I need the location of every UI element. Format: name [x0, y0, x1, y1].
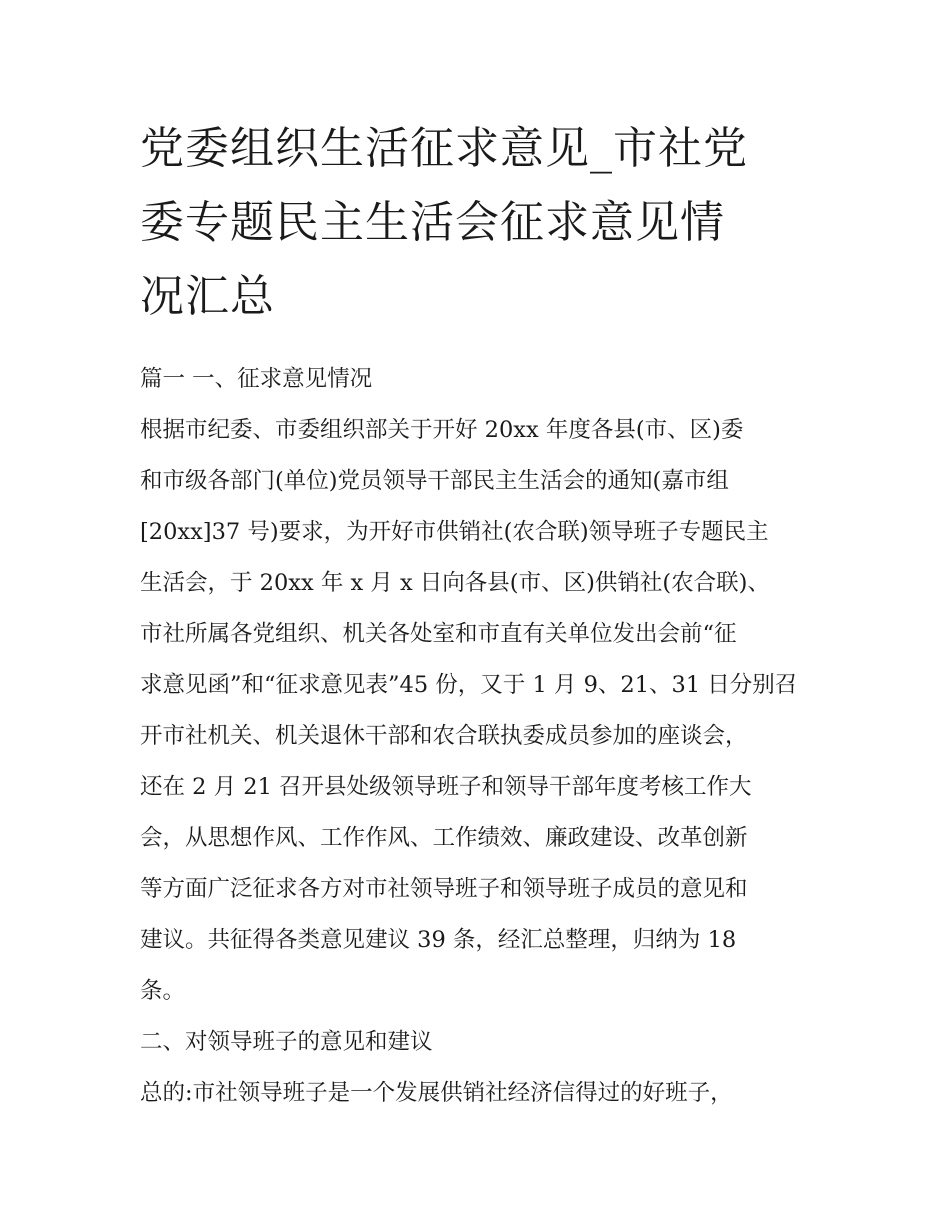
paragraph-line: 条。 — [140, 978, 186, 1004]
paragraph-line: 开市社机关、机关退休干部和农合联执委成员参加的座谈会， — [140, 723, 748, 749]
paragraph-line: 根据市纪委、市委组织部关于开好 20xx 年度各县(市、区)委 — [140, 417, 744, 443]
paragraph-line: 还在 2 月 21 召开县处级领导班子和领导干部年度考核工作大 — [140, 774, 752, 800]
paragraph-line: 总的:市社领导班子是一个发展供销社经济信得过的好班子， — [140, 1080, 733, 1106]
paragraph-line: 求意见函”和“征求意见表”45 份，又于 1 月 9、21、31 日分别召 — [140, 672, 798, 698]
paragraph-line: 建议。共征得各类意见建议 39 条，经汇总整理，归纳为 18 — [140, 927, 737, 953]
paragraph-line: 生活会，于 20xx 年 x 月 x 日向各县(市、区)供销社(农合联)、 — [140, 570, 770, 596]
paragraph-line: 和市级各部门(单位)党员领导干部民主生活会的通知(嘉市组 — [140, 468, 729, 494]
section-heading: 二、对领导班子的意见和建议 — [140, 1029, 433, 1055]
title-line: 党委组织生活征求意见_市社党 — [140, 123, 748, 174]
paragraph-line: 市社所属各党组织、机关各处室和市直有关单位发出会前“征 — [140, 621, 737, 647]
document-body — [140, 354, 830, 1119]
paragraph-line: [20xx]37 号)要求，为开好市供销社(农合联)领导班子专题民主 — [140, 519, 769, 545]
section-heading: 篇一 一、征求意见情况 — [140, 366, 373, 392]
paragraph-line: 等方面广泛征求各方对市社领导班子和领导班子成员的意见和 — [140, 876, 748, 902]
title-line: 况汇总 — [140, 271, 275, 322]
document-title — [140, 112, 820, 334]
paragraph-line: 会，从思想作风、工作作风、工作绩效、廉政建设、改革创新 — [140, 825, 748, 851]
title-line: 委专题民主生活会征求意见情 — [140, 197, 725, 248]
